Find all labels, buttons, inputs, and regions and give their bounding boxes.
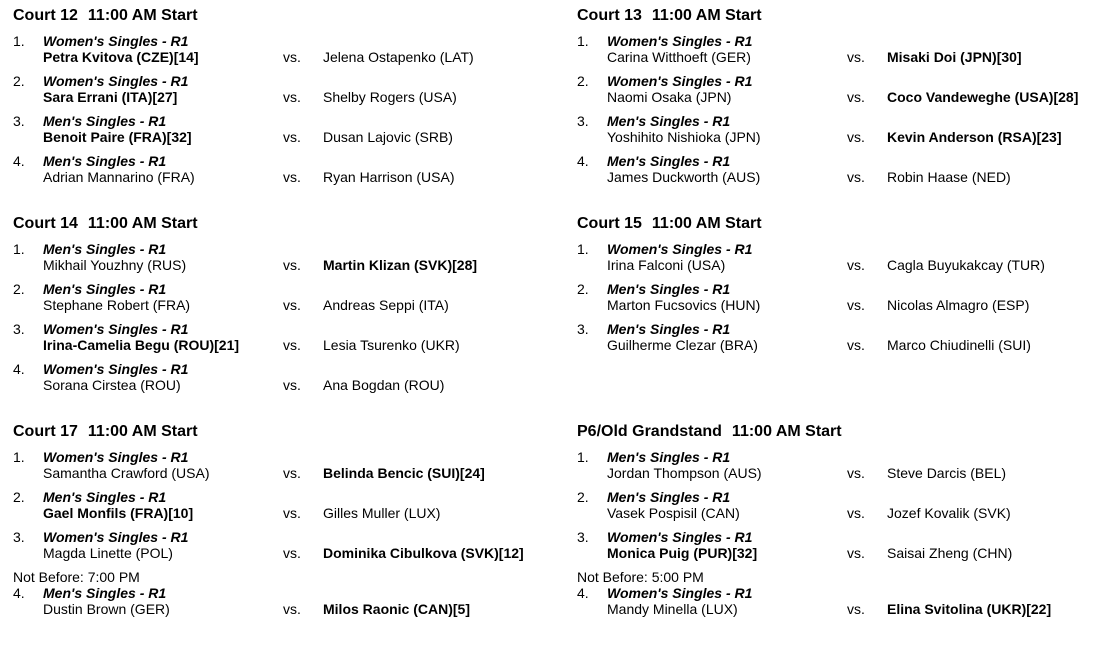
player-two: Martin Klizan (SVK)[28]	[323, 257, 478, 273]
player-one: Irina-Camelia Begu (ROU)[21]	[43, 337, 240, 353]
versus-label: vs.	[847, 337, 865, 353]
versus-label: vs.	[283, 49, 301, 65]
match-row	[577, 320, 1103, 356]
versus-label: vs.	[283, 89, 301, 105]
match-row	[13, 584, 553, 620]
versus-label: vs.	[283, 257, 301, 273]
match-number: 4.	[577, 153, 589, 169]
player-two: Gilles Muller (LUX)	[323, 505, 441, 521]
match-number: 2.	[13, 73, 25, 89]
court-name: Court 15	[577, 215, 642, 232]
player-two: Marco Chiudinelli (SUI)	[887, 337, 1031, 353]
player-two: Saisai Zheng (CHN)	[887, 545, 1013, 561]
match-row	[577, 488, 1103, 524]
player-two: Shelby Rogers (USA)	[323, 89, 457, 105]
player-one: Marton Fucsovics (HUN)	[607, 297, 761, 313]
match-row	[13, 152, 553, 188]
versus-label: vs.	[283, 129, 301, 145]
match-row	[13, 72, 553, 108]
match-number: 1.	[13, 241, 25, 257]
player-two: Misaki Doi (JPN)[30]	[887, 49, 1022, 65]
match-number: 1.	[577, 33, 589, 49]
match-number: 1.	[577, 241, 589, 257]
versus-label: vs.	[283, 601, 301, 617]
match-event: Men's Singles - R1	[43, 585, 167, 601]
player-one: Adrian Mannarino (FRA)	[43, 169, 195, 185]
match-event: Women's Singles - R1	[43, 449, 189, 465]
court-start-time: 11:00 AM Start	[87, 423, 198, 440]
player-one: Carina Witthoeft (GER)	[607, 49, 751, 65]
player-one: Sara Errani (ITA)[27]	[43, 89, 178, 105]
player-one: Vasek Pospisil (CAN)	[607, 505, 740, 521]
court-start-time: 11:00 AM Start	[87, 215, 198, 232]
court-name: Court 13	[577, 7, 642, 24]
player-one: Benoit Paire (FRA)[32]	[43, 129, 192, 145]
match-row	[577, 240, 1103, 276]
match-event: Men's Singles - R1	[43, 281, 167, 297]
player-two: Milos Raonic (CAN)[5]	[323, 601, 470, 617]
match-event: Women's Singles - R1	[43, 321, 189, 337]
player-two: Jelena Ostapenko (LAT)	[323, 49, 474, 65]
match-event: Men's Singles - R1	[607, 281, 731, 297]
player-one: Naomi Osaka (JPN)	[607, 89, 732, 105]
match-row	[577, 584, 1103, 620]
player-two: Kevin Anderson (RSA)[23]	[887, 129, 1062, 145]
player-two: Coco Vandeweghe (USA)[28]	[887, 89, 1079, 105]
player-two: Jozef Kovalik (SVK)	[887, 505, 1011, 521]
player-two: Robin Haase (NED)	[887, 169, 1011, 185]
match-row	[577, 448, 1103, 484]
player-two: Dusan Lajovic (SRB)	[323, 129, 453, 145]
versus-label: vs.	[847, 465, 865, 481]
player-one: Guilherme Clezar (BRA)	[607, 337, 758, 353]
player-two: Lesia Tsurenko (UKR)	[323, 337, 460, 353]
player-one: Mandy Minella (LUX)	[607, 601, 738, 617]
match-number: 2.	[577, 73, 589, 89]
match-row	[577, 112, 1103, 148]
match-row	[13, 360, 553, 396]
versus-label: vs.	[283, 465, 301, 481]
match-event: Men's Singles - R1	[43, 153, 167, 169]
player-one: Samantha Crawford (USA)	[43, 465, 210, 481]
match-event: Women's Singles - R1	[43, 33, 189, 49]
match-event: Women's Singles - R1	[607, 33, 753, 49]
match-number: 1.	[13, 33, 25, 49]
player-two: Ana Bogdan (ROU)	[323, 377, 445, 393]
versus-label: vs.	[283, 377, 301, 393]
match-number: 4.	[13, 153, 25, 169]
match-event: Women's Singles - R1	[43, 73, 189, 89]
match-event: Men's Singles - R1	[607, 449, 731, 465]
match-row	[13, 488, 553, 524]
match-row	[13, 112, 553, 148]
match-row	[577, 280, 1103, 316]
player-one: Jordan Thompson (AUS)	[607, 465, 762, 481]
player-one: Magda Linette (POL)	[43, 545, 173, 561]
court-start-time: 11:00 AM Start	[731, 423, 842, 440]
match-event: Women's Singles - R1	[607, 73, 753, 89]
match-event: Women's Singles - R1	[43, 529, 189, 545]
versus-label: vs.	[847, 129, 865, 145]
match-number: 1.	[13, 449, 25, 465]
player-one: Dustin Brown (GER)	[43, 601, 170, 617]
match-number: 1.	[577, 449, 589, 465]
court-title	[577, 422, 842, 442]
match-event: Men's Singles - R1	[43, 113, 167, 129]
match-row	[13, 320, 553, 356]
versus-label: vs.	[283, 545, 301, 561]
court-name: Court 17	[13, 423, 78, 440]
player-two: Steve Darcis (BEL)	[887, 465, 1007, 481]
versus-label: vs.	[283, 337, 301, 353]
court-start-time: 11:00 AM Start	[87, 7, 198, 24]
versus-label: vs.	[283, 297, 301, 313]
match-row	[577, 528, 1103, 564]
match-number: 4.	[13, 585, 25, 601]
versus-label: vs.	[847, 601, 865, 617]
court-name: P6/Old Grandstand	[577, 423, 722, 440]
versus-label: vs.	[847, 297, 865, 313]
match-number: 3.	[13, 529, 25, 545]
match-number: 2.	[577, 489, 589, 505]
versus-label: vs.	[847, 169, 865, 185]
player-two: Cagla Buyukakcay (TUR)	[887, 257, 1045, 273]
player-two: Ryan Harrison (USA)	[323, 169, 455, 185]
match-number: 4.	[577, 585, 589, 601]
match-number: 3.	[577, 529, 589, 545]
match-event: Men's Singles - R1	[607, 113, 731, 129]
player-one: Stephane Robert (FRA)	[43, 297, 191, 313]
match-event: Men's Singles - R1	[43, 489, 167, 505]
court-start-time: 11:00 AM Start	[651, 7, 762, 24]
court-title	[577, 214, 762, 234]
court-title	[577, 6, 762, 26]
court-title	[13, 214, 198, 234]
versus-label: vs.	[847, 505, 865, 521]
player-two: Dominika Cibulkova (SVK)[12]	[323, 545, 524, 561]
match-event: Men's Singles - R1	[43, 241, 167, 257]
match-event: Women's Singles - R1	[607, 529, 753, 545]
match-number: 2.	[13, 281, 25, 297]
match-row	[13, 280, 553, 316]
player-one: Petra Kvitova (CZE)[14]	[43, 49, 199, 65]
match-event: Women's Singles - R1	[43, 361, 189, 377]
player-two: Elina Svitolina (UKR)[22]	[887, 601, 1052, 617]
versus-label: vs.	[283, 505, 301, 521]
player-one: Yoshihito Nishioka (JPN)	[607, 129, 761, 145]
match-number: 3.	[13, 113, 25, 129]
player-two: Belinda Bencic (SUI)[24]	[323, 465, 485, 481]
player-one: Sorana Cirstea (ROU)	[43, 377, 181, 393]
versus-label: vs.	[847, 49, 865, 65]
match-number: 4.	[13, 361, 25, 377]
match-event: Men's Singles - R1	[607, 153, 731, 169]
match-row	[577, 72, 1103, 108]
court-name: Court 12	[13, 7, 78, 24]
match-number: 3.	[577, 113, 589, 129]
player-one: Gael Monfils (FRA)[10]	[43, 505, 194, 521]
not-before-time: Not Before: 7:00 PM	[13, 569, 140, 585]
match-row	[13, 528, 553, 564]
player-one: Mikhail Youzhny (RUS)	[43, 257, 187, 273]
player-two: Nicolas Almagro (ESP)	[887, 297, 1030, 313]
match-row	[577, 32, 1103, 68]
versus-label: vs.	[847, 89, 865, 105]
player-one: Irina Falconi (USA)	[607, 257, 726, 273]
versus-label: vs.	[847, 545, 865, 561]
court-name: Court 14	[13, 215, 78, 232]
court-title	[13, 6, 198, 26]
versus-label: vs.	[847, 257, 865, 273]
match-row	[13, 448, 553, 484]
match-number: 3.	[577, 321, 589, 337]
player-one: James Duckworth (AUS)	[607, 169, 761, 185]
match-row	[13, 240, 553, 276]
match-event: Men's Singles - R1	[607, 489, 731, 505]
match-event: Women's Singles - R1	[607, 585, 753, 601]
player-two: Andreas Seppi (ITA)	[323, 297, 449, 313]
player-one: Monica Puig (PUR)[32]	[607, 545, 758, 561]
versus-label: vs.	[283, 169, 301, 185]
match-event: Men's Singles - R1	[607, 321, 731, 337]
match-event: Women's Singles - R1	[607, 241, 753, 257]
match-number: 3.	[13, 321, 25, 337]
court-title	[13, 422, 198, 442]
not-before-time: Not Before: 5:00 PM	[577, 569, 704, 585]
match-row	[13, 32, 553, 68]
match-number: 2.	[13, 489, 25, 505]
match-number: 2.	[577, 281, 589, 297]
match-row	[577, 152, 1103, 188]
court-start-time: 11:00 AM Start	[651, 215, 762, 232]
